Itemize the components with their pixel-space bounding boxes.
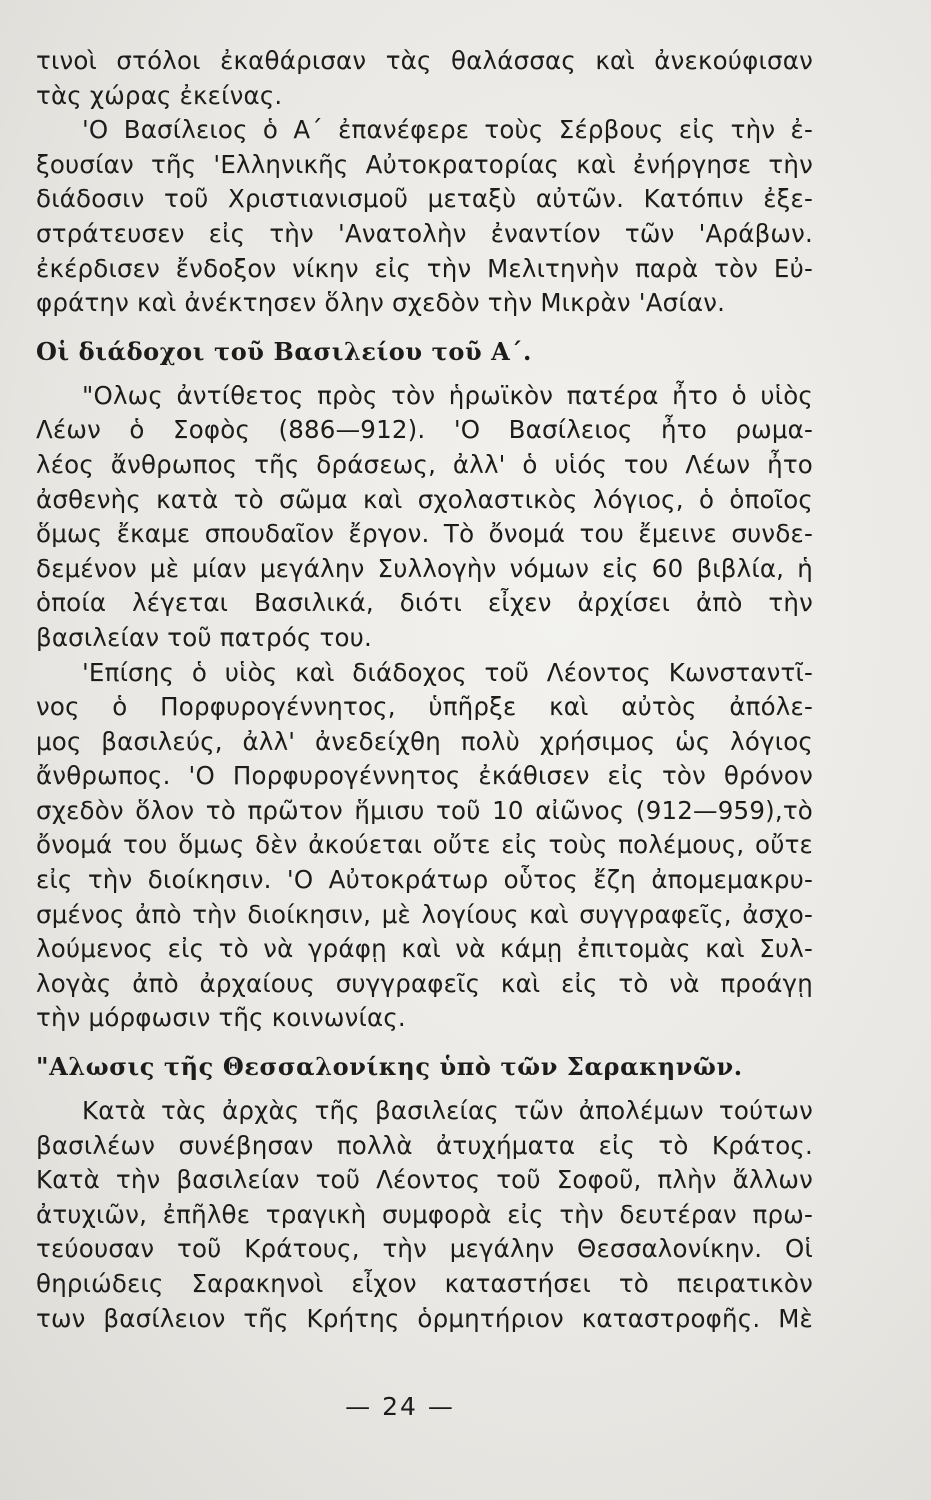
text-line: λέος ἄνθρωπος τῆς δράσεως, ἀλλ' ὁ υἱός του Λέων ἦτο: [36, 449, 813, 479]
text-line: λούμενος εἰς τὸ νὰ γράφῃ καὶ νὰ κάμῃ ἐπιτομὰς καὶ Συλ-: [36, 934, 813, 964]
text-line: λογὰς ἀπὸ ἀρχαίους συγγραφεῖς καὶ εἰς τὸ νὰ προάγῃ: [36, 968, 813, 998]
text-line: σχεδὸν ὅλον τὸ πρῶτον ἥμισυ τοῦ 10 αἰῶνος (912—959),τὸ: [36, 795, 813, 825]
text-line: "Ολως ἀντίθετος πρὸς τὸν ἡρωϊκὸν πατέρα ἦτο ὁ υἱὸς: [82, 380, 813, 410]
text-line: 'Επίσης ὁ υἱὸς καὶ διάδοχος τοῦ Λέοντος Κωνσταντῖ-: [82, 657, 813, 687]
text-line: δεμένον μὲ μίαν μεγάλην Συλλογὴν νόμων εἰς 60 βιβλία, ἡ: [36, 553, 813, 583]
text-line: φράτην καὶ ἀνέκτησεν ὅλην σχεδὸν τὴν Μικρὰν 'Ασίαν.: [36, 288, 726, 318]
text-line: ὄνομά του ὅμως δὲν ἀκούεται οὔτε εἰς τοὺς πολέμους, οὔτε: [36, 830, 813, 860]
text-line: διάδοσιν τοῦ Χριστιανισμοῦ μεταξὺ αὐτῶν. Κατόπιν ἐξε-: [36, 184, 813, 214]
section-heading-successors: Οἱ διάδοχοι τοῦ Βασιλείου τοῦ Α΄.: [36, 336, 532, 366]
text-line: ἄνθρωπος. 'Ο Πορφυρογέννητος ἐκάθισεν εἰς τὸν θρόνον: [36, 761, 813, 791]
text-line: Λέων ὁ Σοφὸς (886—912). 'Ο Βασίλειος ἦτο ρωμα-: [36, 415, 813, 445]
text-line: σμένος ἀπὸ τὴν διοίκησιν, μὲ λογίους καὶ συγγραφεῖς, ἀσχο-: [36, 899, 813, 929]
text-line: θηριώδεις Σαρακηνοὶ εἶχον καταστήσει τὸ πειρατικὸν: [36, 1269, 813, 1298]
text-line: τινοὶ στόλοι ἐκαθάρισαν τὰς θαλάσσας καὶ ἀνεκούφισαν: [36, 46, 813, 75]
paragraph-konstantinos: [36, 656, 813, 1037]
text-line: εἰς τὴν διοίκησιν. 'Ο Αὐτοκράτωρ οὗτος ἔζη ἀπομεμακρυ-: [36, 865, 813, 895]
text-line: μος βασιλεύς, ἀλλ' ἀνεδείχθη πολὺ χρήσιμος ὡς λόγιος: [36, 726, 813, 756]
paragraph-vasileios: [36, 113, 813, 321]
section-heading-thessaloniki: "Αλωσις τῆς Θεσσαλονίκης ὑπὸ τῶν Σαρακηνῶν.: [36, 1052, 743, 1082]
text-line: Κατὰ τὰς ἀρχὰς τῆς βασιλείας τῶν ἀπολέμων τούτων: [82, 1096, 813, 1126]
text-line: ὅμως ἔκαμε σπουδαῖον ἔργον. Τὸ ὄνομά του ἔμεινε συνδε-: [36, 519, 813, 549]
text-line: ἀσθενὴς κατὰ τὸ σῶμα καὶ σχολαστικὸς λόγιος, ὁ ὁποῖος: [36, 484, 813, 514]
text-line: στράτευσεν εἰς τὴν 'Ανατολὴν ἐναντίον τῶν 'Αράβων.: [36, 218, 813, 248]
paragraph-stolos: [36, 44, 813, 113]
text-line: τὰς χώρας ἐκείνας.: [36, 80, 283, 110]
text-line: ὁποία λέγεται Βασιλικά, διότι εἶχεν ἀρχίσει ἀπὸ τὴν: [36, 588, 813, 618]
paragraph-saracens: [36, 1094, 813, 1336]
paragraph-leon: [36, 379, 813, 656]
text-line: βασιλείαν τοῦ πατρός του.: [36, 622, 373, 652]
text-line: βασιλέων συνέβησαν πολλὰ ἀτυχήματα εἰς τὸ Κράτος.: [36, 1130, 813, 1160]
text-line: ξουσίαν τῆς 'Ελληνικῆς Αὐτοκρατορίας καὶ ἐνήργησε τὴν: [36, 149, 813, 179]
text-line: των βασίλειον τῆς Κρήτης ὁρμητήριον καταστροφῆς. Μὲ: [36, 1303, 813, 1333]
text-line: τὴν μόρφωσιν τῆς κοινωνίας.: [36, 1003, 406, 1033]
text-line: Κατὰ τὴν βασιλείαν τοῦ Λέοντος τοῦ Σοφοῦ, πλὴν ἄλλων: [36, 1165, 813, 1195]
page-number: — 24 —: [345, 1392, 455, 1421]
text-line: 'Ο Βασίλειος ὁ Α΄ ἐπανέφερε τοὺς Σέρβους εἰς τὴν ἐ-: [82, 115, 813, 145]
text-line: τεύουσαν τοῦ Κράτους, τὴν μεγάλην Θεσσαλονίκην. Οἱ: [36, 1234, 813, 1264]
text-line: ἐκέρδισεν ἔνδοξον νίκην εἰς τὴν Μελιτηνὴν παρὰ τὸν Εὐ-: [36, 253, 813, 283]
text-line: ἀτυχιῶν, ἐπῆλθε τραγικὴ συμφορὰ εἰς τὴν δευτέραν πρω-: [36, 1199, 813, 1229]
text-line: νος ὁ Πορφυρογέννητος, ὑπῆρξε καὶ αὐτὸς ἀπόλε-: [36, 692, 813, 722]
